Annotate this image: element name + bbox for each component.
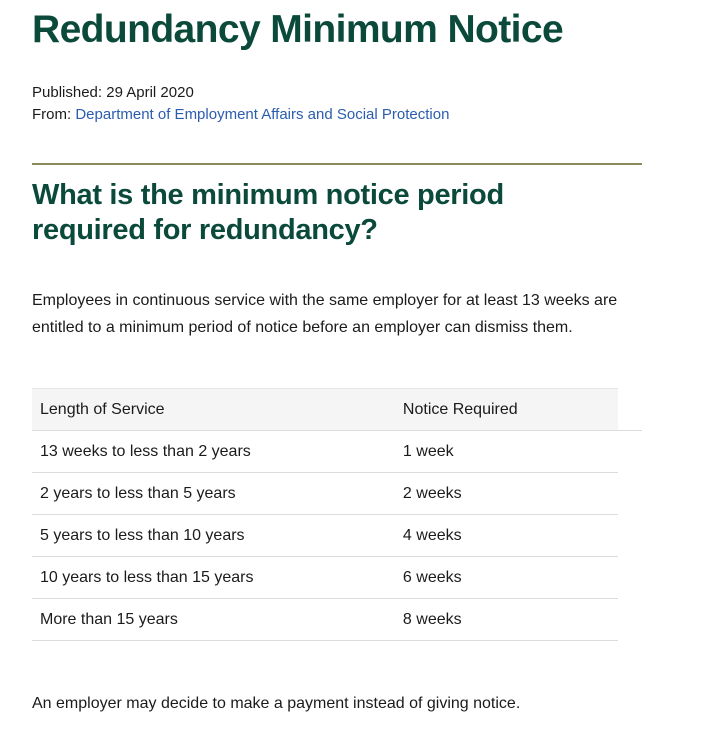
service-cell: 5 years to less than 10 years bbox=[32, 515, 395, 557]
header-spacer bbox=[618, 389, 642, 431]
closing-paragraph: An employer may decide to make a payment instead of giving notice. bbox=[32, 695, 521, 712]
row-spacer bbox=[618, 515, 642, 557]
header-notice-required: Notice Required bbox=[395, 389, 618, 431]
row-spacer bbox=[618, 557, 642, 599]
notice-table bbox=[32, 388, 642, 641]
page-title: Redundancy Minimum Notice bbox=[32, 8, 564, 51]
table-row bbox=[32, 599, 642, 641]
published-label: Published: bbox=[32, 84, 103, 101]
service-cell: 13 weeks to less than 2 years bbox=[32, 431, 395, 473]
section-divider bbox=[32, 163, 642, 165]
published-date: 29 April 2020 bbox=[106, 84, 194, 101]
table-row bbox=[32, 473, 642, 515]
section-heading: What is the minimum notice period required for redundancy? bbox=[32, 179, 504, 246]
notice-cell: 6 weeks bbox=[395, 557, 618, 599]
service-cell: 2 years to less than 5 years bbox=[32, 473, 395, 515]
row-spacer bbox=[618, 473, 642, 515]
publication-meta bbox=[32, 82, 449, 126]
notice-cell: 1 week bbox=[395, 431, 618, 473]
table-row bbox=[32, 431, 642, 473]
notice-cell: 2 weeks bbox=[395, 473, 618, 515]
table-row bbox=[32, 515, 642, 557]
table-header-row bbox=[32, 389, 642, 431]
service-cell: More than 15 years bbox=[32, 599, 395, 641]
row-spacer bbox=[618, 431, 642, 473]
notice-cell: 4 weeks bbox=[395, 515, 618, 557]
from-row bbox=[32, 104, 449, 126]
notice-cell: 8 weeks bbox=[395, 599, 618, 641]
from-label: From: bbox=[32, 106, 72, 123]
header-length-of-service: Length of Service bbox=[32, 389, 395, 431]
department-link[interactable]: Department of Employment Affairs and Social Protection bbox=[75, 106, 450, 123]
service-cell: 10 years to less than 15 years bbox=[32, 557, 395, 599]
intro-paragraph: Employees in continuous service with the same employer for at least 13 weeks are entitled to a minimum period of notice before an employer can dismiss them. bbox=[32, 292, 618, 336]
table-row bbox=[32, 557, 642, 599]
published-row bbox=[32, 82, 449, 104]
row-spacer bbox=[618, 599, 642, 641]
